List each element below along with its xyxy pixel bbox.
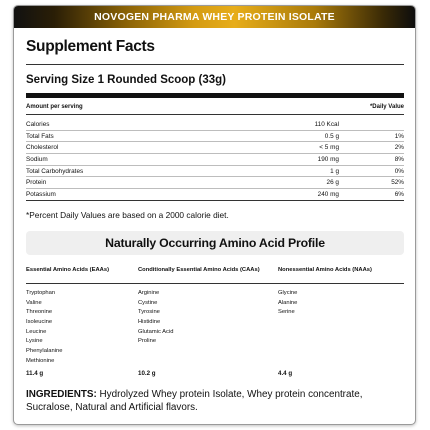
- nutrient-dv: 8%: [394, 155, 404, 163]
- amino-item: Leucine: [26, 328, 47, 335]
- amino-item: Tyrosine: [138, 309, 160, 316]
- amino-item: Tryptophan: [26, 289, 56, 296]
- amino-item: Threonine: [26, 309, 53, 316]
- nutrient-dv: 1%: [394, 132, 404, 140]
- amino-list: [278, 289, 404, 368]
- facts-panel: [14, 38, 415, 414]
- amino-header-divider: [26, 283, 138, 284]
- amino-total: 10.2 g: [138, 369, 156, 377]
- nutrient-amount: 190 mg: [317, 155, 339, 163]
- nutrient-dv: 6%: [394, 190, 404, 198]
- amino-profile-table: [26, 262, 404, 377]
- amino-column-header: Nonessential Amino Acids (NAAs): [278, 266, 372, 273]
- serving-size: Serving Size 1 Rounded Scoop (33g): [26, 74, 227, 86]
- amino-item: Arginine: [138, 289, 160, 296]
- nutrient-row: [26, 119, 404, 131]
- daily-value-note: *Percent Daily Values are based on a 2000 calorie diet.: [26, 209, 229, 220]
- amino-list: [26, 289, 138, 368]
- amino-list: [138, 289, 278, 368]
- amino-column-header: Essential Amino Acids (EAAs): [26, 266, 109, 273]
- nutrient-name: Cholesterol: [26, 144, 59, 152]
- supplement-facts-card: [13, 5, 416, 425]
- nutrient-name: Total Fats: [26, 132, 54, 140]
- amino-item: Methionine: [26, 357, 55, 364]
- nutrient-name: Sodium: [26, 155, 48, 163]
- product-banner: [14, 6, 415, 28]
- product-title: NOVOGEN PHARMA WHEY PROTEIN ISOLATE: [94, 11, 335, 23]
- amino-item: Phenylalanine: [26, 347, 63, 354]
- amino-item: Valine: [26, 299, 42, 306]
- nutrient-row: [26, 131, 404, 143]
- nutrient-dv: 2%: [394, 144, 404, 152]
- nutrient-amount: < 5 mg: [319, 144, 339, 152]
- nutrient-name: Potassium: [26, 190, 56, 198]
- amino-item: Glutamic Acid: [138, 328, 174, 335]
- nutrient-row: [26, 177, 404, 189]
- nutrient-table: [26, 119, 404, 201]
- amino-profile-banner: [26, 231, 404, 255]
- ingredients-label: INGREDIENTS:: [26, 388, 97, 400]
- nutrient-row: [26, 189, 404, 201]
- nutrient-name: Calories: [26, 120, 50, 128]
- nutrient-row: [26, 166, 404, 178]
- amino-total: 11.4 g: [26, 369, 44, 377]
- nutrient-name: Total Carbohydrates: [26, 167, 84, 175]
- facts-title: Supplement Facts: [26, 38, 155, 55]
- amino-item: Alanine: [278, 299, 298, 306]
- nutrient-table-header: [26, 104, 404, 115]
- amino-item: Serine: [278, 309, 295, 316]
- nutrient-name: Protein: [26, 179, 47, 187]
- amino-header-divider: [138, 283, 278, 284]
- amino-item: Histidine: [138, 318, 161, 325]
- nutrient-amount: 0.5 g: [324, 132, 339, 140]
- nutrient-amount: 110 Kcal: [314, 120, 339, 128]
- nutrient-dv: 52%: [391, 179, 404, 187]
- amino-column-conditional: [138, 262, 278, 377]
- title-divider: [26, 64, 404, 65]
- amount-header: Amount per serving: [26, 104, 83, 110]
- amino-item: Lysine: [26, 338, 43, 345]
- daily-value-header: *Daily Value: [369, 104, 404, 110]
- nutrient-row: [26, 142, 404, 154]
- amino-item: Isoleucine: [26, 318, 53, 325]
- nutrient-amount: 240 mg: [317, 190, 339, 198]
- amino-header-divider: [278, 283, 404, 284]
- amino-total: 4.4 g: [278, 369, 293, 377]
- ingredients-statement: [26, 388, 404, 414]
- amino-column-header: Conditionally Essential Amino Acids (CAAs): [138, 266, 260, 273]
- amino-item: Glycine: [278, 289, 298, 296]
- serving-divider: [26, 93, 404, 98]
- nutrient-dv: 0%: [394, 167, 404, 175]
- amino-item: Cystine: [138, 299, 158, 306]
- nutrient-row: [26, 154, 404, 166]
- nutrient-amount: 1 g: [330, 167, 339, 175]
- nutrient-amount: 26 g: [326, 179, 339, 187]
- amino-column-essential: [26, 262, 138, 377]
- amino-profile-title: Naturally Occurring Amino Acid Profile: [105, 235, 325, 250]
- ingredients-text: Hydrolyzed Whey protein Isolate, Whey protein concentrate, Sucralose, Natural and Artificial flavors.: [26, 388, 363, 413]
- amino-item: Proline: [138, 338, 157, 345]
- amino-column-nonessential: [278, 262, 404, 377]
